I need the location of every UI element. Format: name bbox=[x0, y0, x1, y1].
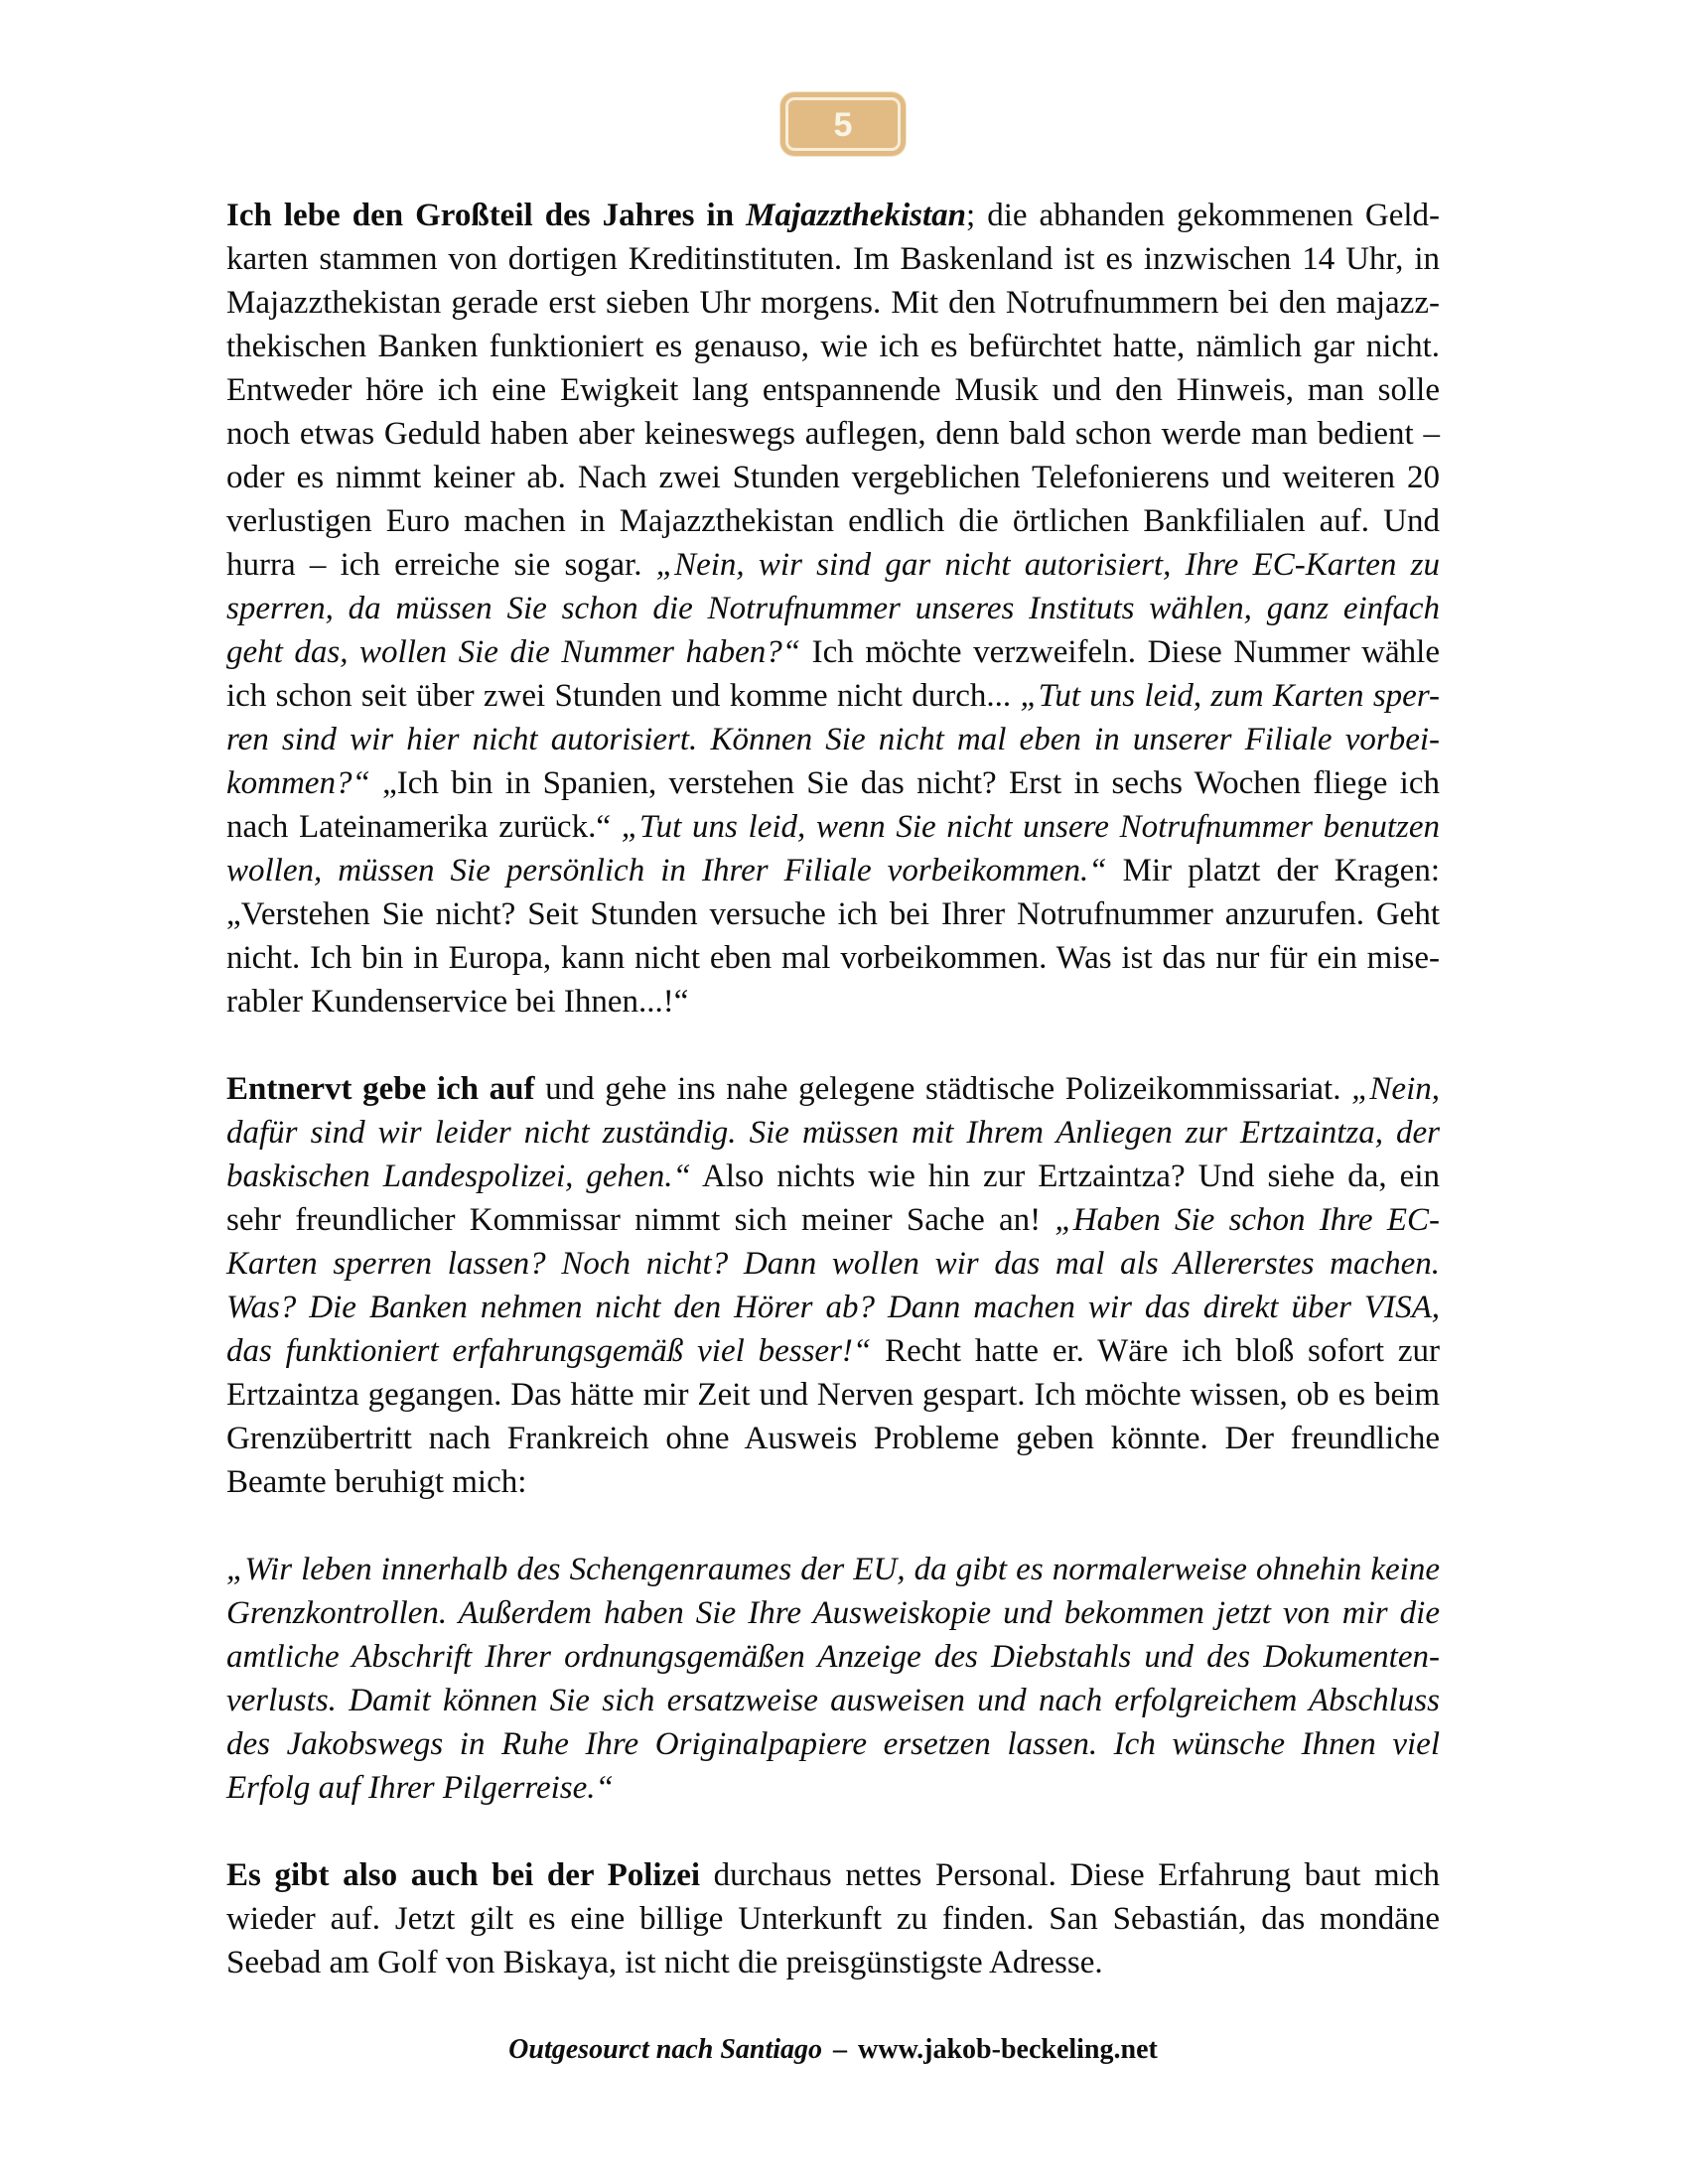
text-segment: Beamte beruhigt mich: bbox=[226, 1464, 527, 1500]
text-line bbox=[226, 543, 1440, 587]
text-line bbox=[226, 1853, 1440, 1897]
text-segment: verlusts. Damit können Sie sich ersatzweise ausweisen und nach erfolgreichem Abschluss bbox=[226, 1683, 1440, 1718]
text-line bbox=[226, 1591, 1440, 1635]
text-segment: nach Lateinamerika zurück.“ bbox=[226, 809, 622, 845]
text-segment: Grenzübertritt nach Frankreich ohne Ausweis Probleme geben könnte. Der freundliche bbox=[226, 1421, 1440, 1456]
text-line bbox=[226, 1286, 1440, 1329]
text-line bbox=[226, 805, 1440, 849]
footer bbox=[226, 2028, 1440, 2072]
text-segment: Erfolg auf Ihrer Pilgerreise.“ bbox=[226, 1770, 614, 1806]
text-line bbox=[226, 1329, 1440, 1373]
text-segment: „Verstehen Sie nicht? Seit Stunden versuche ich bei Ihrer Notrufnummer anzurufen. Geht bbox=[226, 896, 1440, 932]
text-line bbox=[226, 1198, 1440, 1242]
text-line bbox=[226, 368, 1440, 412]
footer-url: www.jakob-beckeling.net bbox=[858, 2034, 1158, 2065]
text-segment: Ich lebe den Großteil des Jahres in bbox=[226, 198, 747, 233]
body-text bbox=[226, 194, 1440, 2072]
text-line bbox=[226, 1679, 1440, 1722]
text-segment: kommen?“ bbox=[226, 765, 370, 801]
text-line bbox=[226, 1897, 1440, 1941]
text-segment: Recht hatte er. Wäre ich bloß sofort zur bbox=[871, 1333, 1440, 1369]
text-segment: „Ich bin in Spanien, verstehen Sie das nicht? Erst in sechs Wochen fliege ich bbox=[369, 765, 1440, 801]
page-number-badge bbox=[780, 92, 906, 156]
text-segment: ich schon seit über zwei Stunden und komme nicht durch... bbox=[226, 678, 1021, 714]
text-line bbox=[226, 674, 1440, 718]
text-line bbox=[226, 718, 1440, 761]
text-segment: das funktioniert erfahrungsgemäß viel besser!“ bbox=[226, 1333, 872, 1369]
text-line bbox=[226, 1242, 1440, 1286]
text-segment: dafür sind wir leider nicht zuständig. Sie müssen mit Ihrem Anliegen zur Ertzaintza, der bbox=[226, 1115, 1440, 1151]
text-line bbox=[226, 237, 1440, 281]
text-segment: sperren, da müssen Sie schon die Notrufnummer unseres Instituts wählen, ganz einfach bbox=[226, 591, 1440, 626]
text-line bbox=[226, 1460, 1440, 1504]
text-segment: rabler Kundenservice bei Ihnen...!“ bbox=[226, 984, 689, 1020]
text-segment: sehr freundlicher Kommissar nimmt sich meiner Sache an! bbox=[226, 1202, 1055, 1238]
text-line bbox=[226, 936, 1440, 980]
text-segment: Entnervt gebe ich auf bbox=[226, 1071, 535, 1107]
text-line bbox=[226, 761, 1440, 805]
text-segment: Karten sperren lassen? Noch nicht? Dann wollen wir das mal als Allererstes machen. bbox=[226, 1246, 1440, 1282]
text-segment: „Tut uns leid, zum Karten sper- bbox=[1020, 678, 1440, 714]
text-segment: wollen, müssen Sie persönlich in Ihrer Filiale vorbeikommen.“ bbox=[226, 853, 1107, 888]
text-segment: „Haben Sie schon Ihre EC- bbox=[1055, 1202, 1440, 1238]
text-segment: wieder auf. Jetzt gilt es eine billige Unterkunft zu finden. San Sebastián, das mondäne bbox=[226, 1901, 1440, 1937]
footer-dash: – bbox=[833, 2034, 848, 2065]
footer-title: Outgesourct nach Santiago bbox=[508, 2034, 823, 2065]
text-segment: hurra – ich erreiche sie sogar. bbox=[226, 547, 656, 583]
text-segment: Mir platzt der Kragen: bbox=[1106, 853, 1440, 888]
text-segment: „Nein, wir sind gar nicht autorisiert, Ihre EC-Karten zu bbox=[655, 547, 1440, 583]
text-line bbox=[226, 194, 1440, 237]
text-segment: geht das, wollen Sie die Nummer haben?“ bbox=[226, 634, 801, 670]
text-segment: des Jakobswegs in Ruhe Ihre Originalpapiere ersetzen lassen. Ich wünsche Ihnen viel bbox=[226, 1726, 1440, 1762]
text-segment: Seebad am Golf von Biskaya, ist nicht die preisgünstigste Adresse. bbox=[226, 1945, 1103, 1980]
text-line bbox=[226, 499, 1440, 543]
text-line bbox=[226, 892, 1440, 936]
text-segment: noch etwas Geduld haben aber keineswegs auflegen, denn bald schon werde man bedient – bbox=[226, 416, 1440, 452]
paragraph bbox=[226, 1548, 1440, 1810]
page-number: 5 bbox=[833, 105, 853, 144]
text-line bbox=[226, 412, 1440, 456]
text-segment: Majazzthekistan bbox=[746, 198, 966, 233]
text-segment: karten stammen von dortigen Kreditinstituten. Im Baskenland ist es inzwischen 14 Uhr, in bbox=[226, 241, 1440, 277]
text-segment: verlustigen Euro machen in Majazzthekistan endlich die örtlichen Bankfilialen auf. Und bbox=[226, 503, 1440, 539]
text-line bbox=[226, 456, 1440, 499]
text-line bbox=[226, 1766, 1440, 1810]
text-line bbox=[226, 1722, 1440, 1766]
text-line bbox=[226, 1417, 1440, 1460]
text-segment: durchaus nettes Personal. Diese Erfahrung baut mich bbox=[700, 1857, 1440, 1893]
text-segment: baskischen Landespolizei, gehen.“ bbox=[226, 1159, 691, 1194]
text-segment: amtliche Abschrift Ihrer ordnungsgemäßen Anzeige des Diebstahls und des Dokumenten- bbox=[226, 1639, 1440, 1675]
text-line bbox=[226, 1111, 1440, 1155]
paragraph bbox=[226, 1853, 1440, 1984]
text-line bbox=[226, 980, 1440, 1024]
text-line bbox=[226, 1635, 1440, 1679]
text-segment: Ich möchte verzweifeln. Diese Nummer wähle bbox=[800, 634, 1440, 670]
text-segment: Also nichts wie hin zur Ertzaintza? Und siehe da, ein bbox=[690, 1159, 1440, 1194]
text-segment: nicht. Ich bin in Europa, kann nicht eben mal vorbeikommen. Was ist das nur für ein mise- bbox=[226, 940, 1440, 976]
text-segment: Was? Die Banken nehmen nicht den Hörer ab? Dann machen wir das direkt über VISA, bbox=[226, 1290, 1440, 1325]
paragraph bbox=[226, 194, 1440, 1024]
text-segment: thekischen Banken funktioniert es genauso, wie ich es befürchtet hatte, nämlich gar nicht. bbox=[226, 329, 1440, 364]
text-line bbox=[226, 1373, 1440, 1417]
text-segment: „Nein, bbox=[1351, 1071, 1440, 1107]
text-line bbox=[226, 630, 1440, 674]
text-line bbox=[226, 325, 1440, 368]
paragraph bbox=[226, 1067, 1440, 1504]
text-segment: ren sind wir hier nicht autorisiert. Können Sie nicht mal eben in unserer Filiale vorbei- bbox=[226, 722, 1440, 757]
text-segment: Grenzkontrollen. Außerdem haben Sie Ihre Ausweiskopie und bekommen jetzt von mir die bbox=[226, 1595, 1440, 1631]
text-segment: und gehe ins nahe gelegene städtische Polizeikommissariat. bbox=[534, 1071, 1352, 1107]
text-segment: Ertzaintza gegangen. Das hätte mir Zeit und Nerven gespart. Ich möchte wissen, ob es beim bbox=[226, 1377, 1440, 1413]
text-line bbox=[226, 1155, 1440, 1198]
text-segment: Majazzthekistan gerade erst sieben Uhr morgens. Mit den Notrufnummern bei den majazz- bbox=[226, 285, 1440, 321]
text-segment: „Tut uns leid, wenn Sie nicht unsere Notrufnummer benutzen bbox=[621, 809, 1440, 845]
text-segment: Entweder höre ich eine Ewigkeit lang entspannende Musik und den Hinweis, man solle bbox=[226, 372, 1440, 408]
text-line bbox=[226, 849, 1440, 892]
text-segment: „Wir leben innerhalb des Schengenraumes der EU, da gibt es normalerweise ohnehin keine bbox=[226, 1552, 1440, 1587]
text-line bbox=[226, 1067, 1440, 1111]
text-segment: Es gibt also auch bei der Polizei bbox=[226, 1857, 701, 1893]
text-line bbox=[226, 1941, 1440, 1984]
text-line bbox=[226, 587, 1440, 630]
text-segment: oder es nimmt keiner ab. Nach zwei Stunden vergeblichen Telefonierens und weiteren 20 bbox=[226, 460, 1440, 495]
text-segment: ; die abhanden gekommenen Geld- bbox=[966, 198, 1440, 233]
text-line bbox=[226, 1548, 1440, 1591]
text-line bbox=[226, 281, 1440, 325]
